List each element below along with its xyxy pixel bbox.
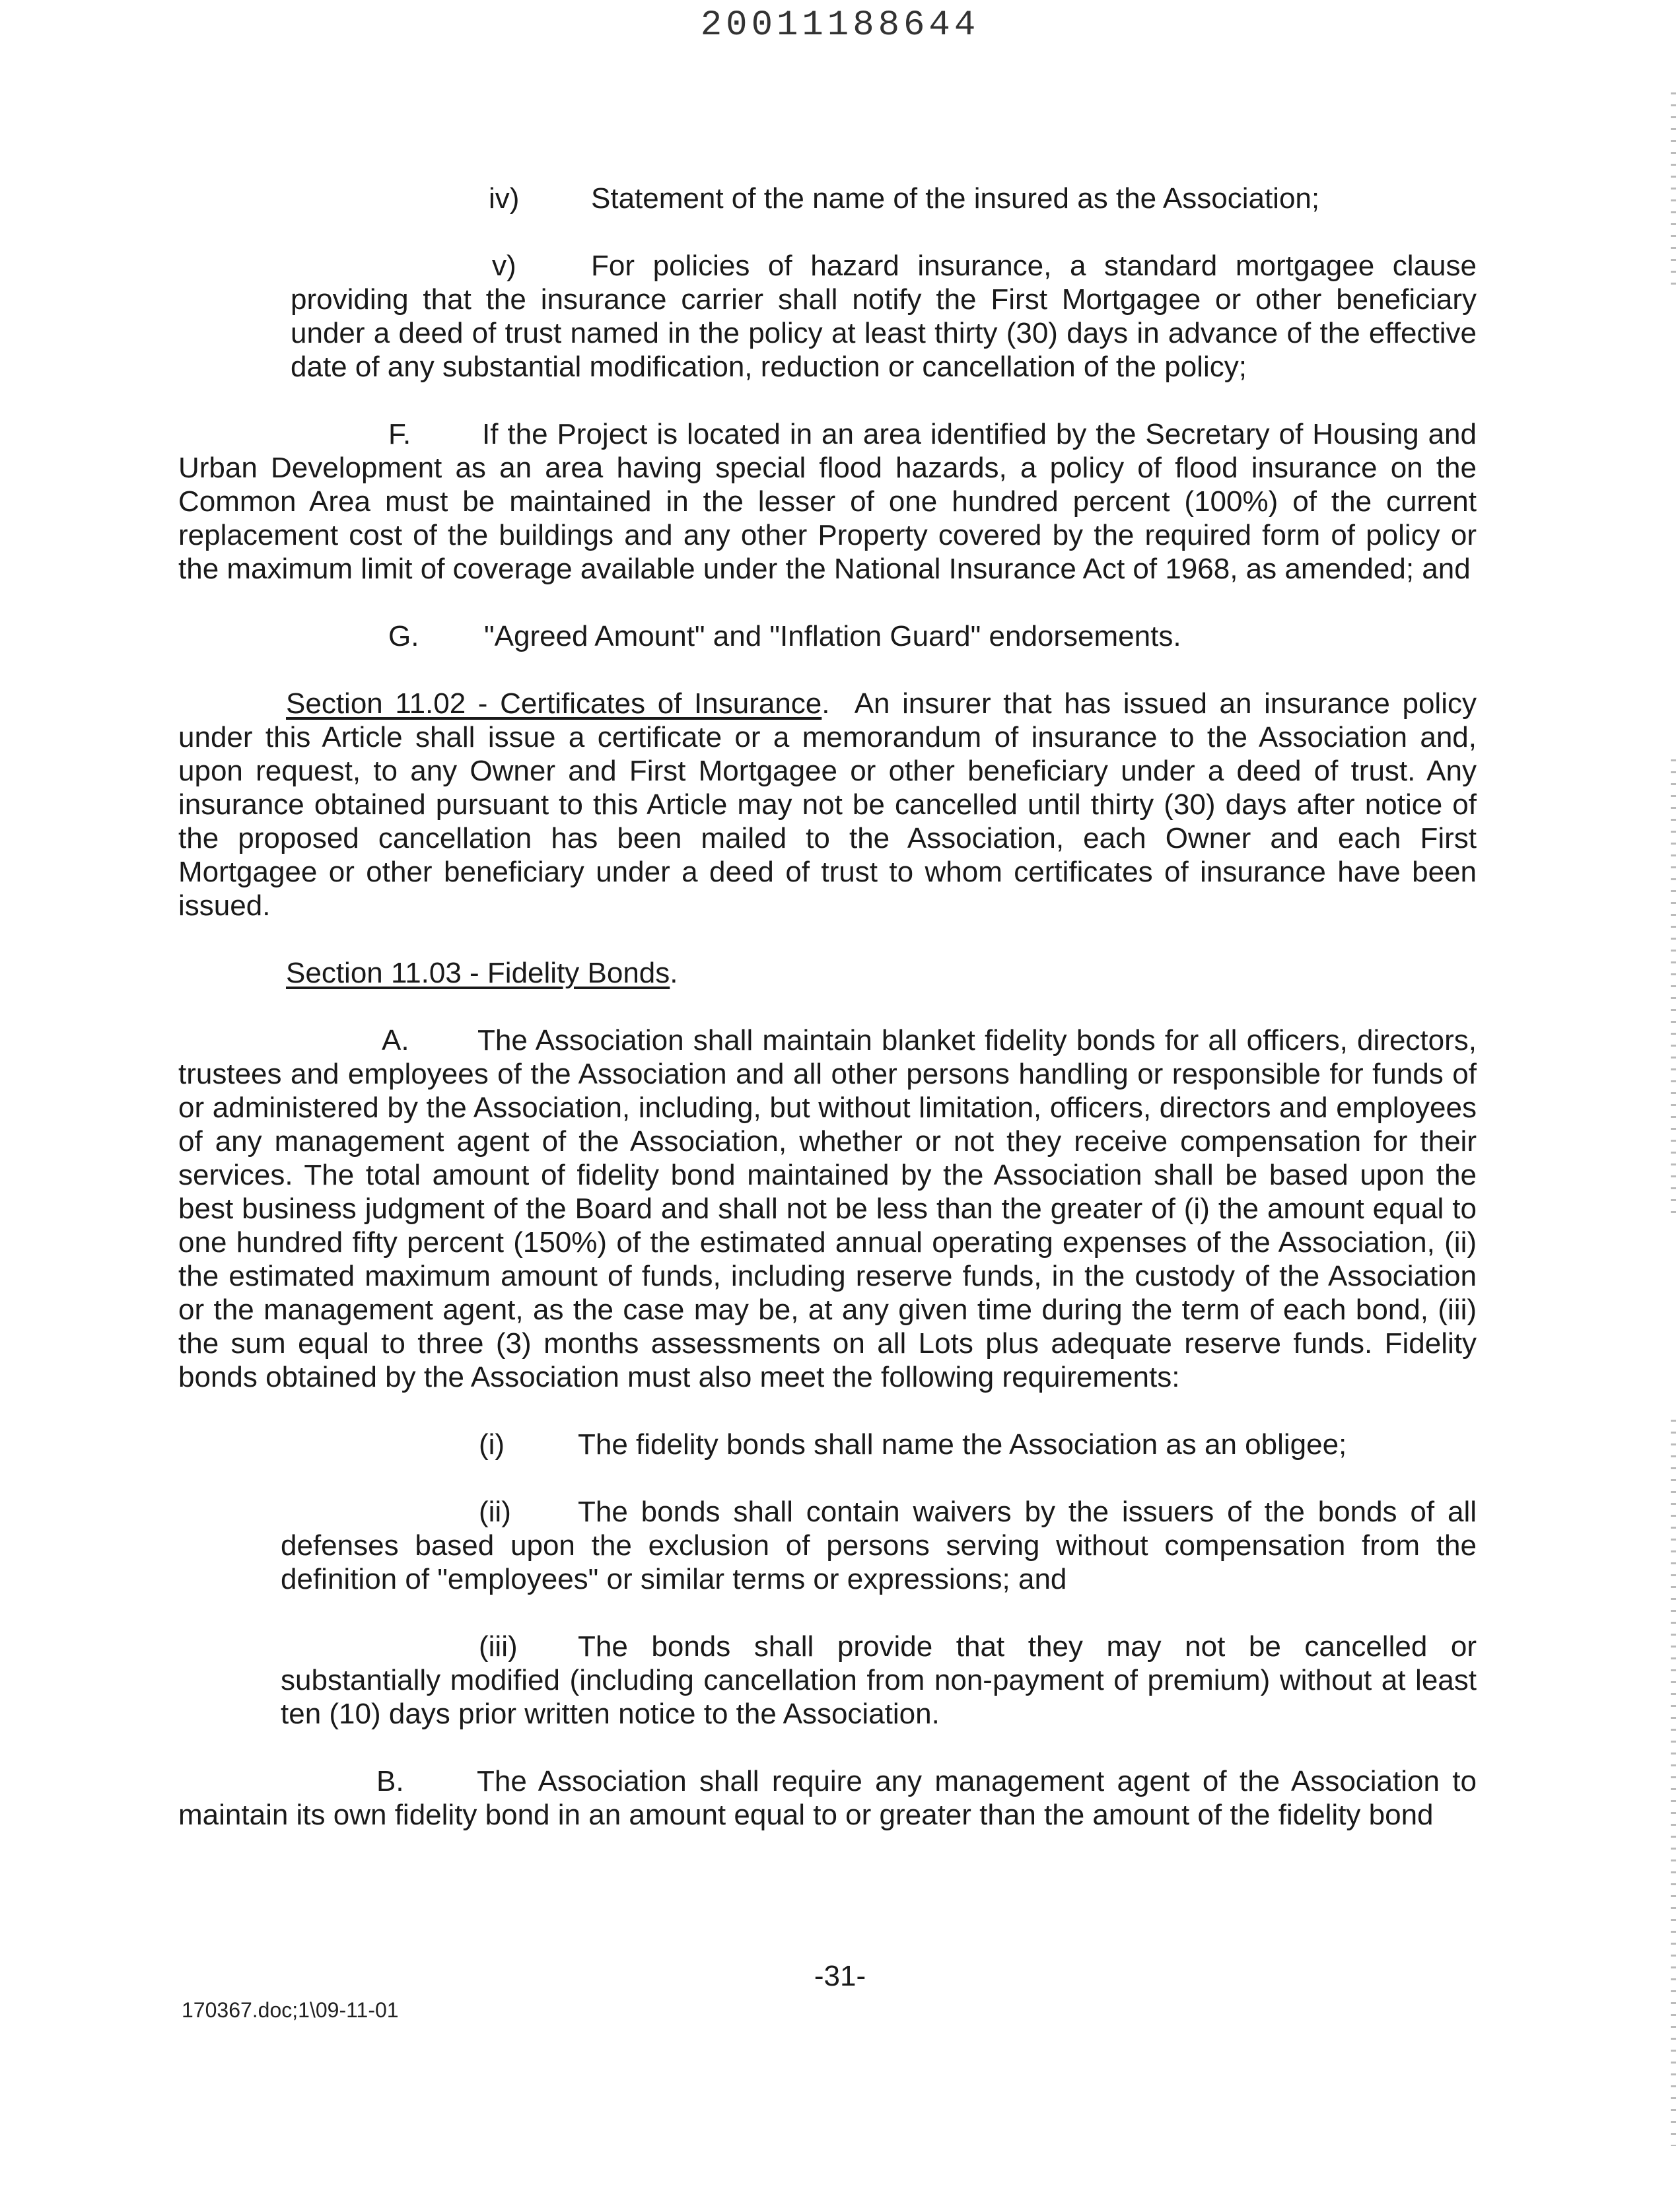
item-ii-text: The bonds shall contain waivers by the issuers of the bonds of all defenses based upon the exclusion of persons serving without compensation from the definition of "employees" or similar terms or expressions; and [281, 1496, 1477, 1595]
item-iv [178, 182, 1477, 215]
document-body [178, 182, 1477, 1832]
item-G [178, 619, 1477, 653]
item-i [178, 1428, 1477, 1461]
page-number: -31- [814, 1960, 866, 1992]
scan-edge-mark [1671, 92, 1676, 291]
section-11-02-heading: Section 11.02 - Certificates of Insurance [286, 687, 822, 720]
item-B [178, 1764, 1477, 1832]
document-reference: 170367.doc;1\09-11-01 [182, 1998, 399, 2022]
item-A [178, 1024, 1477, 1394]
item-v [178, 249, 1477, 384]
item-iii-label: (iii) [479, 1630, 518, 1663]
item-v-text: For policies of hazard insurance, a standard mortgagee clause providing that the insurance carrier shall notify the First Mortgagee or other beneficiary under a deed of trust named in the policy at least thirty (30) days in advance of the effective date of any substantial modification, reduction or cancellation of the policy; [291, 250, 1477, 383]
item-iii [178, 1630, 1477, 1731]
item-B-label: B. [376, 1765, 404, 1797]
item-A-text: The Association shall maintain blanket fidelity bonds for all officers, directors, trustees and employees of the Association and all other persons handling or responsible for funds of or administered by the Association, including, but without limitation, officers, directors and employees of any management agent of the Association, whether or not they receive compensation for their services. The total amount of fidelity bond maintained by the Association shall be based upon the best business judgment of the Board and shall not be less than the greater of (i) the amount equal to one hundred fifty percent (150%) of the estimated annual operating expenses of the Association, (ii) the estimated maximum amount of funds, including reserve funds, in the custody of the Association or the management agent, as the case may be, at any given time during the term of each bond, (iii) the sum equal to three (3) months assessments on all Lots plus adequate reserve funds. Fidelity bonds obtained by the Association must also meet the following requirements: [178, 1024, 1477, 1393]
item-ii-label: (ii) [479, 1496, 511, 1528]
section-11-03-title: Section 11.03 - Fidelity Bonds. [286, 957, 678, 989]
item-F [178, 417, 1477, 586]
item-iv-label: iv) [489, 182, 520, 215]
document-number: 20011188644 [700, 5, 980, 46]
item-iv-text: Statement of the name of the insured as the Association; [591, 182, 1320, 215]
item-A-label: A. [382, 1024, 409, 1057]
scan-edge-mark [1671, 1420, 1676, 2146]
item-B-text: The Association shall require any management agent of the Association to maintain its own fidelity bond in an amount equal to or greater than the amount of the fidelity bond [178, 1765, 1477, 1831]
item-G-label: G. [388, 620, 419, 652]
item-i-text: The fidelity bonds shall name the Association as an obligee; [578, 1428, 1347, 1461]
item-G-text: "Agreed Amount" and "Inflation Guard" endorsements. [484, 620, 1181, 652]
section-11-03-heading: Section 11.03 - Fidelity Bonds [286, 957, 670, 989]
item-F-text: If the Project is located in an area identified by the Secretary of Housing and Urban Development as an area having special flood hazards, a policy of flood insurance on the Common Area must be maintained in the lesser of one hundred percent (100%) of the current replacement cost of the buildings and any other Property covered by the required form of policy or the maximum limit of coverage available under the National Insurance Act of 1968, as amended; and [178, 418, 1477, 585]
item-v-label: v) [492, 250, 516, 282]
scan-edge-mark [1671, 759, 1676, 1222]
item-i-label: (i) [479, 1428, 505, 1461]
item-iii-text: The bonds shall provide that they may not be cancelled or substantially modified (including cancellation from non-payment of premium) without at least ten (10) days prior written notice to the Association. [281, 1630, 1477, 1730]
section-11-02: Section 11.02 - Certificates of Insurance. An insurer that has issued an insurance policy under this Article shall issue a certificate or a memorandum of insurance to the Association and, upon request, to any Owner and First Mortgagee or other beneficiary under a deed of trust. Any insurance obtained pursuant to this Article may not be cancelled until thirty (30) days after notice of the proposed cancellation has been mailed to the Association, each Owner and each First Mortgagee or other beneficiary under a deed of trust to whom certificates of insurance have been issued. [178, 687, 1477, 922]
item-ii [178, 1495, 1477, 1596]
section-11-02-text: An insurer that has issued an insurance policy under this Article shall issue a certificate or a memorandum of insurance to the Association and, upon request, to any Owner and First Mortgagee or other beneficiary under a deed of trust. Any insurance obtained pursuant to this Article may not be cancelled until thirty (30) days after notice of the proposed cancellation has been mailed to the Association, each Owner and each First Mortgagee or other beneficiary under a deed of trust to whom certificates of insurance have been issued. [178, 687, 1477, 922]
item-F-label: F. [388, 418, 411, 450]
